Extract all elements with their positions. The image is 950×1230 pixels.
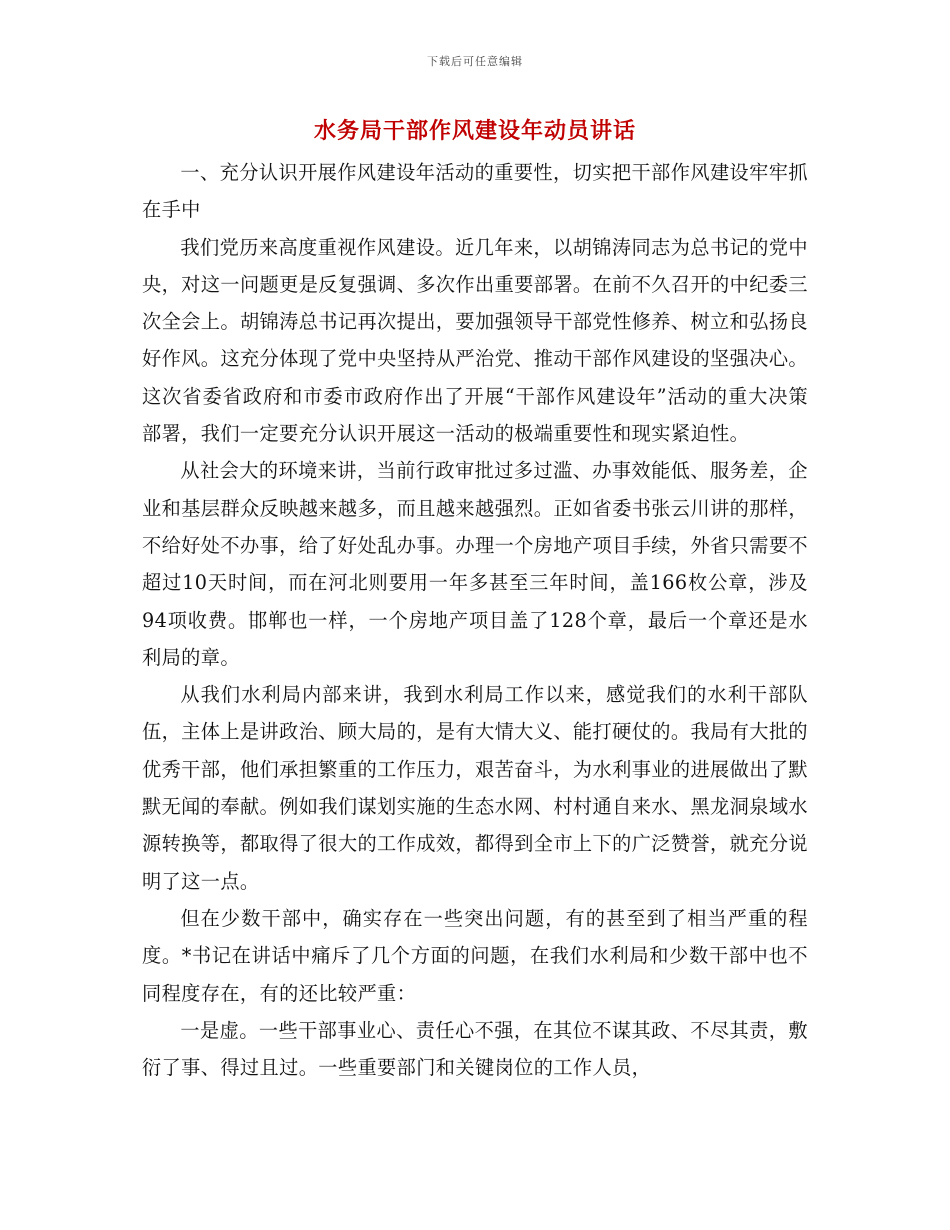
paragraph: 一是虚。一些干部事业心、责任心不强，在其位不谋其政、不尽其责，敷衍了事、得过且过。一些重要部门和关键岗位的工作人员， [142,1018,808,1080]
document-title: 水务局干部作风建设年动员讲话 [313,119,636,144]
paragraph: 我们党历来高度重视作风建设。近几年来，以胡锦涛同志为总书记的党中央，对这一问题更是反复强调、多次作出重要部署。在前不久召开的中纪委三次全会上。胡锦涛总书记再次提出，要加强领导干部党性修养、树立和弘扬良好作风。这充分体现了党中央坚持从严治党、推动干部作风建设的坚强决心。这次省委省政府和市委市政府作出了开展“干部作风建设年”活动的重大决策部署，我们一定要充分认识开展这一活动的极端重要性和现实紧迫性。 [142,235,808,446]
paragraph: 从我们水利局内部来讲，我到水利局工作以来，感觉我们的水利干部队伍，主体上是讲政治、顾大局的，是有大情大义、能打硬仗的。我局有大批的优秀干部，他们承担繁重的工作压力，艰苦奋斗，为水利事业的进展做出了默默无闻的奉献。例如我们谋划实施的生态水网、村村通自来水、黑龙洞泉域水源转换等，都取得了很大的工作成效，都得到全市上下的广泛赞誉，就充分说明了这一点。 [142,683,808,893]
section-heading: 一、充分认识开展作风建设年活动的重要性，切实把干部作风建设牢牢抓在手中 [142,161,808,222]
document-body [142,154,808,1086]
paragraph: 但在少数干部中，确实存在一些突出问题，有的甚至到了相当严重的程度。*书记在讲话中痛斥了几个方面的问题，在我们水利局和少数干部中也不同程度存在，有的还比较严重： [142,906,808,1005]
page-header: 下载后可任意编辑 [427,55,523,68]
paragraph: 从社会大的环境来讲，当前行政审批过多过滥、办事效能低、服务差，企业和基层群众反映越来越多，而且越来越强烈。正如省委书张云川讲的那样，不给好处不办事，给了好处乱办事。办理一个房地产项目手续，外省只需要不超过10天时间，而在河北则要用一年多甚至三年时间，盖166枚公章，涉及94项收费。邯郸也一样，一个房地产项目盖了128个章，最后一个章还是水利局的章。 [142,459,808,669]
